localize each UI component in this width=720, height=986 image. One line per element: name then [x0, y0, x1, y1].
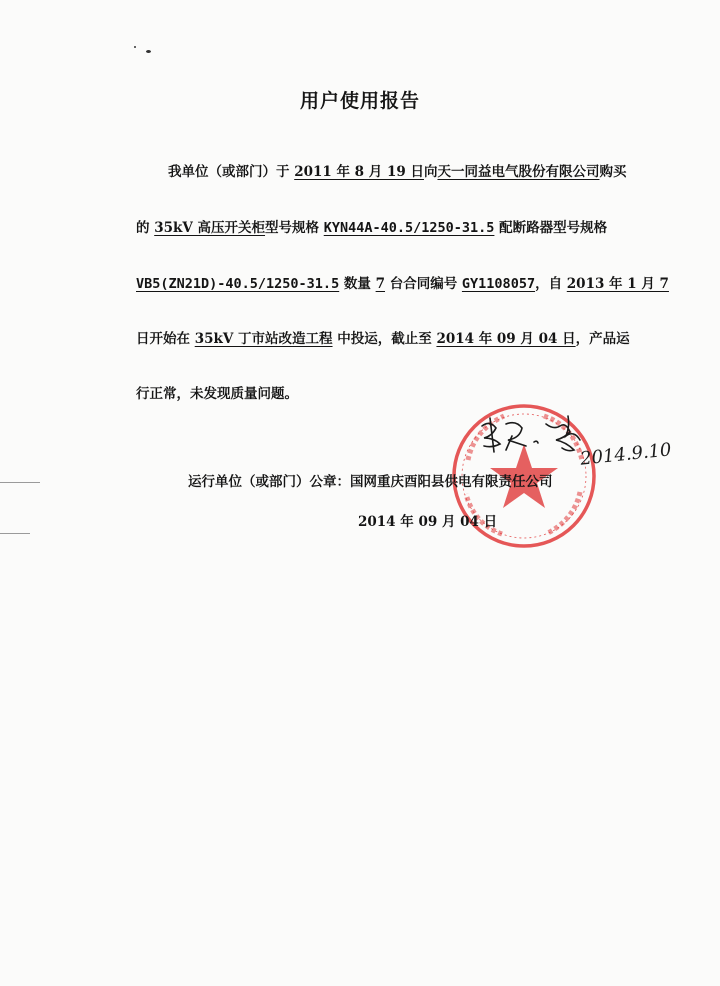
line3-sep: ，自 [535, 276, 567, 292]
breaker-model: VB5(ZN21D)-40.5/1250-31.5 [136, 276, 340, 292]
line5-text: 行正常，未发现质量问题。 [136, 386, 298, 402]
body-line-2 [136, 216, 607, 236]
end-date: 2014 年 09 月 04 日 [436, 331, 576, 347]
product-name: 35kV 高压开关柜 [154, 220, 266, 236]
page-title: 用户使用报告 [299, 90, 420, 112]
qty-unit: 台合同编号 [385, 276, 462, 292]
signature-date: 2014.9.10 [579, 439, 673, 470]
project-name: 35kV 丁市站改造工程 [194, 331, 333, 347]
start-date: 2013 年 1 月 7 [566, 276, 669, 292]
line4-lead: 日开始在 [136, 331, 195, 347]
line1-lead: 我单位（或部门）于 [168, 164, 295, 180]
line1-mid: 向 [423, 164, 438, 180]
scan-speck [146, 50, 151, 53]
qty-label: 数量 [339, 276, 376, 292]
body-line-3 [136, 272, 669, 292]
scan-edge-mark [0, 533, 30, 534]
cabinet-model: KYN44A-40.5/1250-31.5 [323, 220, 495, 236]
quantity-value: 7 [375, 276, 386, 292]
line1-tail: 购买 [599, 164, 627, 180]
scan-edge-mark [0, 482, 40, 483]
body-line-5 [136, 382, 298, 402]
scan-speck [134, 46, 136, 48]
footer-date: 2014 年 09 月 04 日 [358, 514, 498, 530]
body-line-1 [136, 160, 626, 180]
supplier-name: 天一同益电气股份有限公司 [437, 164, 600, 180]
purchase-date: 2011 年 8 月 19 日 [294, 164, 424, 180]
contract-number: GY1108057 [461, 276, 536, 292]
body-line-4 [136, 327, 630, 347]
line2-tail: 配断路器型号规格 [494, 220, 608, 236]
org-name: 国网重庆酉阳县供电有限责任公司 [350, 474, 553, 490]
line4-mid: 中投运，截止至 [332, 331, 437, 347]
line2-mid: 型号规格 [265, 220, 324, 236]
line4-tail: ，产品运 [575, 331, 630, 347]
org-label: 运行单位（或部门）公章： [188, 474, 350, 490]
footer-organization [188, 470, 553, 490]
line2-lead: 的 [136, 220, 155, 236]
